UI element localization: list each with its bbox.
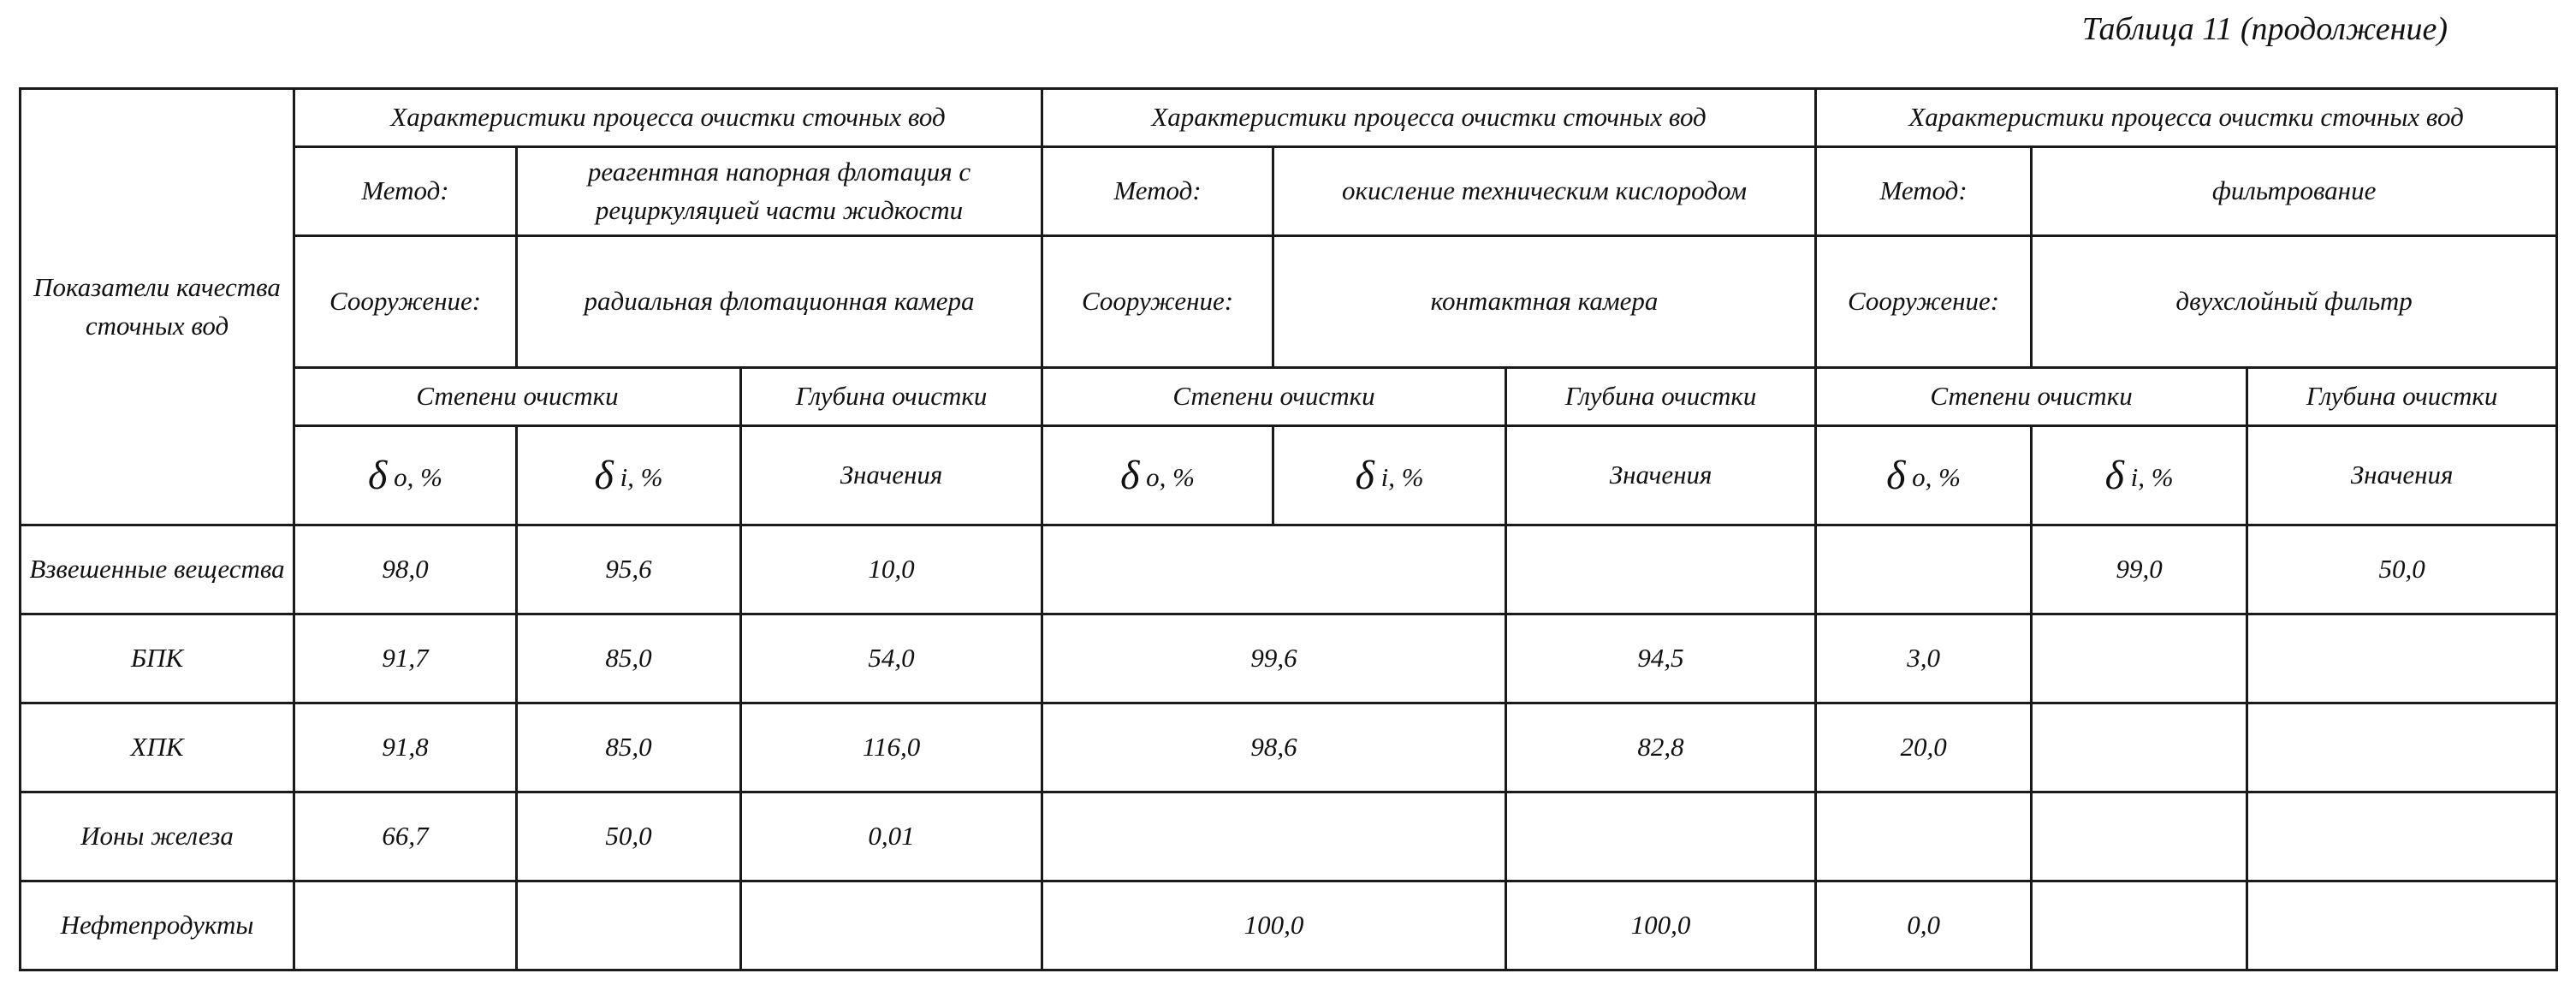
- table-cell: [1816, 525, 2032, 614]
- group-2-values-label: Значения: [1506, 426, 1816, 525]
- table-cell: [741, 881, 1042, 970]
- delta-i-subscript: i, %: [620, 461, 663, 492]
- header-row-method: [21, 147, 2557, 236]
- table-cell: 54,0: [741, 614, 1042, 703]
- group-1-degree-label: Степени очистки: [294, 368, 741, 426]
- table-row: [21, 614, 2557, 703]
- delta-symbol: δ: [1120, 452, 1140, 498]
- group-3-depth-label: Глубина очистки: [2247, 368, 2557, 426]
- table-cell: 116,0: [741, 703, 1042, 792]
- group-2-facility-label: Сооружение:: [1042, 236, 1273, 368]
- table-cell: 85,0: [517, 703, 741, 792]
- delta-o-subscript: o, %: [1912, 461, 1961, 492]
- group-1-delta-o: [294, 426, 517, 525]
- indicator-name: Нефтепродукты: [21, 881, 294, 970]
- table-cell: [1506, 792, 1816, 881]
- table-cell: [2032, 614, 2247, 703]
- group-2-method: окисление техническим кислородом: [1273, 147, 1816, 236]
- table-cell: 98,0: [294, 525, 517, 614]
- group-2-delta-i: [1273, 426, 1506, 525]
- table-cell: 100,0: [1506, 881, 1816, 970]
- table-cell: 10,0: [741, 525, 1042, 614]
- table-cell: 50,0: [2247, 525, 2557, 614]
- delta-o-subscript: o, %: [1146, 461, 1195, 492]
- group-1-facility: радиальная флотационная камера: [517, 236, 1042, 368]
- group-1-values-label: Значения: [741, 426, 1042, 525]
- group-3-degree-label: Степени очистки: [1816, 368, 2247, 426]
- table-cell: [2247, 881, 2557, 970]
- table-cell: 3,0: [1816, 614, 2032, 703]
- group-1-method: реагентная напорная флотация с рециркуляцией части жидкости: [517, 147, 1042, 236]
- header-row-degree-depth: [21, 368, 2557, 426]
- header-row-facility: [21, 236, 2557, 368]
- delta-i-subscript: i, %: [1380, 461, 1424, 492]
- table-cell: 98,6: [1042, 703, 1506, 792]
- group-3-values-label: Значения: [2247, 426, 2557, 525]
- group-2-title: Характеристики процесса очистки сточных вод: [1042, 89, 1816, 147]
- table-cell: 91,7: [294, 614, 517, 703]
- table-cell: 20,0: [1816, 703, 2032, 792]
- indicator-name: Взвешенные вещества: [21, 525, 294, 614]
- indicator-name: Ионы железа: [21, 792, 294, 881]
- indicator-name: ХПК: [21, 703, 294, 792]
- group-1-method-label: Метод:: [294, 147, 517, 236]
- table-cell: [294, 881, 517, 970]
- table-cell: 100,0: [1042, 881, 1506, 970]
- table-cell: [1042, 792, 1506, 881]
- delta-symbol: δ: [1355, 452, 1374, 498]
- table-cell: [2032, 881, 2247, 970]
- group-1-facility-label: Сооружение:: [294, 236, 517, 368]
- delta-symbol: δ: [368, 452, 388, 498]
- header-row-deltas: [21, 426, 2557, 525]
- table-cell: 99,0: [2032, 525, 2247, 614]
- table-cell: [2247, 792, 2557, 881]
- header-row-titles: [21, 89, 2557, 147]
- table-cell: [2247, 614, 2557, 703]
- delta-symbol: δ: [1886, 452, 1906, 498]
- table-cell: 50,0: [517, 792, 741, 881]
- table-row: [21, 792, 2557, 881]
- group-2-method-label: Метод:: [1042, 147, 1273, 236]
- group-3-method-label: Метод:: [1816, 147, 2032, 236]
- group-1-depth-label: Глубина очистки: [741, 368, 1042, 426]
- group-3-method: фильтрование: [2032, 147, 2557, 236]
- table-cell: [1816, 792, 2032, 881]
- group-1-title: Характеристики процесса очистки сточных вод: [294, 89, 1042, 147]
- row-header-cell: Показатели качества сточных вод: [21, 89, 294, 525]
- group-2-depth-label: Глубина очистки: [1506, 368, 1816, 426]
- delta-symbol: δ: [2104, 452, 2124, 498]
- table-cell: 0,0: [1816, 881, 2032, 970]
- delta-o-subscript: o, %: [394, 461, 442, 492]
- delta-i-subscript: i, %: [2130, 461, 2174, 492]
- table-cell: 82,8: [1506, 703, 1816, 792]
- table-cell: [1506, 525, 1816, 614]
- table-cell: [2247, 703, 2557, 792]
- table-cell: [1042, 525, 1506, 614]
- table-cell: 95,6: [517, 525, 741, 614]
- group-3-delta-o: [1816, 426, 2032, 525]
- table-row: [21, 881, 2557, 970]
- table-cell: 0,01: [741, 792, 1042, 881]
- table-cell: 99,6: [1042, 614, 1506, 703]
- group-3-title: Характеристики процесса очистки сточных вод: [1816, 89, 2557, 147]
- group-2-facility: контактная камера: [1273, 236, 1816, 368]
- group-2-delta-o: [1042, 426, 1273, 525]
- delta-symbol: δ: [594, 452, 614, 498]
- group-2-degree-label: Степени очистки: [1042, 368, 1506, 426]
- table-caption: Таблица 11 (продолжение): [2081, 11, 2448, 47]
- group-3-delta-i: [2032, 426, 2247, 525]
- table-cell: [2032, 792, 2247, 881]
- group-3-facility: двухслойный фильтр: [2032, 236, 2557, 368]
- table-cell: 91,8: [294, 703, 517, 792]
- table-cell: 94,5: [1506, 614, 1816, 703]
- group-1-delta-i: [517, 426, 741, 525]
- table-row: [21, 525, 2557, 614]
- indicator-name: БПК: [21, 614, 294, 703]
- table-cell: [2032, 703, 2247, 792]
- treatment-table: [19, 87, 2558, 971]
- table-cell: 66,7: [294, 792, 517, 881]
- table-row: [21, 703, 2557, 792]
- table-cell: 85,0: [517, 614, 741, 703]
- table-cell: [517, 881, 741, 970]
- group-3-facility-label: Сооружение:: [1816, 236, 2032, 368]
